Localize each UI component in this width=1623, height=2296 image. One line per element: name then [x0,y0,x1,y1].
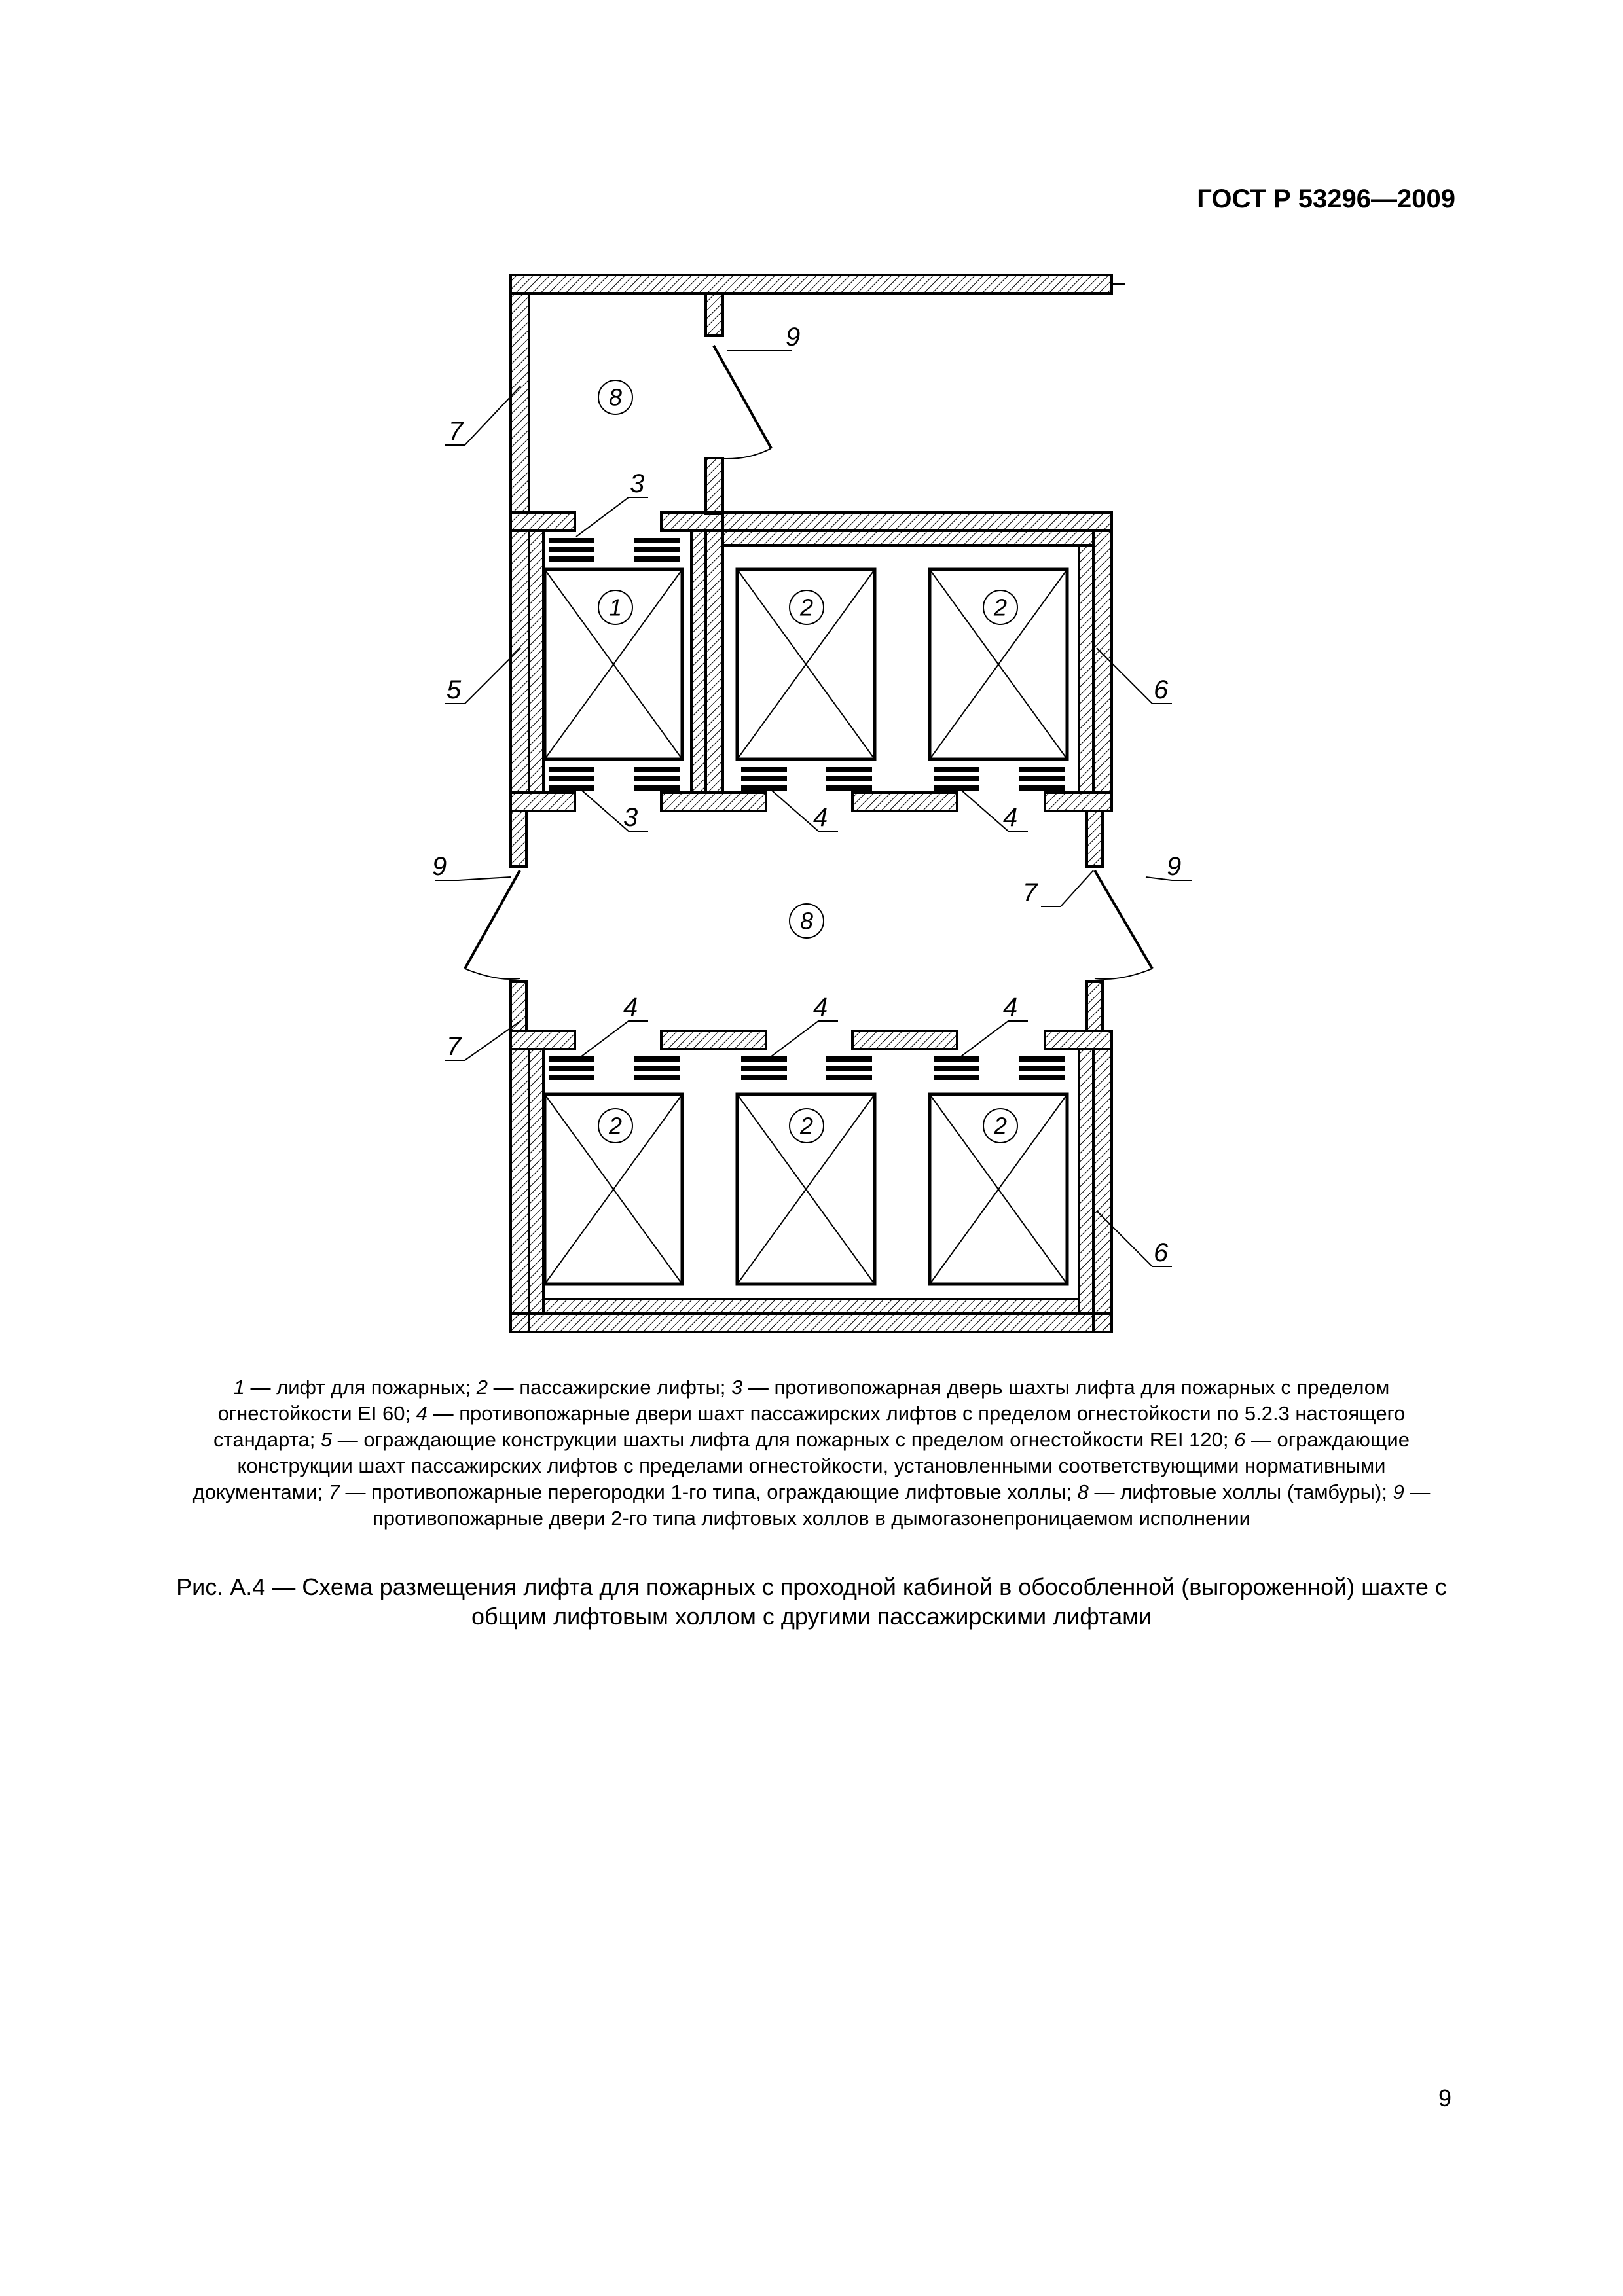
legend-number: 3 [731,1376,743,1399]
marker-2-bot-b: 2 [799,1112,814,1139]
legend-number: 4 [416,1402,428,1425]
wall-bot-top-2 [661,1031,766,1049]
wall-fire-shaft-right [706,531,723,793]
wall-mid-left [511,531,529,793]
partition-mid-left-bottom [511,982,526,1031]
partition-upper-lower [706,458,723,514]
label-7-a: 7 [448,417,464,446]
wall-mid-bottom-4 [1045,793,1112,811]
wall-mid-bottom-2 [661,793,766,811]
wall-mid-bottom-3 [852,793,957,811]
label-5: 5 [447,675,462,704]
legend-number: 1 [233,1376,245,1399]
page-number: 9 [1438,2085,1451,2111]
walls [511,275,1112,1332]
label-3-a: 3 [630,469,645,498]
wall-bot-top-4 [1045,1031,1112,1049]
figure-caption: Рис. А.4 — Схема размещения лифта для пожарных с проходной кабиной в обособленной (выгороженной) шахте с общим лифтовым холлом с другими пассажирскими лифтами [176,1573,1447,1630]
legend-text: — противопожарные двери шахт пассажирских лифтов с пределом огнестойкости по 5.2.3 настоящего стандарта; [213,1402,1406,1451]
wall-mid-right [1093,531,1112,793]
marker-2-bot-c: 2 [993,1112,1008,1139]
marker-2-bot-a: 2 [608,1112,623,1139]
legend-number: 7 [328,1480,340,1503]
label-7-b: 7 [1023,878,1038,907]
label-4-e: 4 [1003,993,1018,1022]
marker-8-mid: 8 [799,907,814,935]
marker-2-mid-b: 2 [993,594,1008,621]
figure-legend [172,1374,1451,1532]
legend-number: 9 [1393,1480,1404,1503]
legend-number: 8 [1077,1480,1089,1503]
wall-bot-inner-right [1079,1049,1093,1314]
legend-number: 6 [1234,1428,1246,1451]
legend-text: — пассажирские лифты; [488,1376,731,1399]
wall-mid-inner-top [723,531,1093,545]
label-9-c: 9 [1167,852,1182,881]
legend-text: — лифт для пожарных; [244,1376,477,1399]
door-left [465,870,520,969]
label-4-c: 4 [623,993,638,1022]
legend-text: — ограждающие конструкции шахт пассажирских лифтов с пределами огнестойкости, установленными соответствующими нормативными документами; [192,1428,1410,1503]
partition-upper-left [706,293,723,336]
partition-mid-left-top [511,811,526,867]
label-4-d: 4 [813,993,828,1022]
wall-bot-top-1 [511,1031,575,1049]
legend-text: — противопожарные перегородки 1-го типа, ограждающие лифтовые холлы; [339,1480,1078,1503]
wall-mid-top-center [661,512,723,531]
wall-bot-left [511,1049,529,1332]
label-9-a: 9 [786,323,801,351]
legend-text: — ограждающие конструкции шахты лифта для пожарных с пределом огнестойкости REI 120; [332,1428,1235,1451]
wall-mid-top-right [723,512,1112,531]
label-3-b: 3 [623,803,638,832]
door-right [1095,870,1152,969]
label-6-b: 6 [1154,1238,1169,1267]
wall-bot-inner-bottom [543,1299,1079,1314]
label-7-c: 7 [447,1032,462,1061]
partition-mid-right-top [1087,811,1103,867]
wall-mid-inner-right [1079,545,1093,793]
legend-text: — лифтовые холлы (тамбуры); [1088,1480,1393,1503]
legend-number: 5 [320,1428,333,1451]
document-header: ГОСТ Р 53296—2009 [1197,185,1455,213]
swing-doors [465,346,1152,979]
wall-bot-inner-left [529,1049,543,1314]
legend-number: 2 [476,1376,488,1399]
marker-2-mid-a: 2 [799,594,814,621]
wall-bot-right [1093,1049,1112,1332]
wall-mid-bottom-1 [511,793,575,811]
wall-bot-bottom [511,1314,1112,1332]
label-4-a: 4 [813,803,828,832]
partition-mid-right-bottom [1087,982,1103,1031]
wall-top-hall-top [511,275,1112,293]
wall-fire-shaft-right-inner [691,531,706,793]
label-4-b: 4 [1003,803,1018,832]
door-top [714,346,771,448]
legend-text: — противопожарная дверь шахты лифта для пожарных с пределом огнестойкости EI 60; [217,1376,1390,1425]
marker-8-top: 8 [608,384,623,411]
wall-mid-top-left [511,512,575,531]
label-9-b: 9 [432,852,447,881]
wall-top-hall-left [511,293,529,512]
wall-bot-top-3 [852,1031,957,1049]
circled-marker-text [608,384,1007,1139]
legend-text: — противопожарные двери 2-го типа лифтовых холлов в дымогазонепроницаемом исполнении [373,1480,1431,1530]
marker-1: 1 [608,594,623,621]
wall-fire-shaft-inner-left [529,531,543,793]
label-6-a: 6 [1154,675,1169,704]
